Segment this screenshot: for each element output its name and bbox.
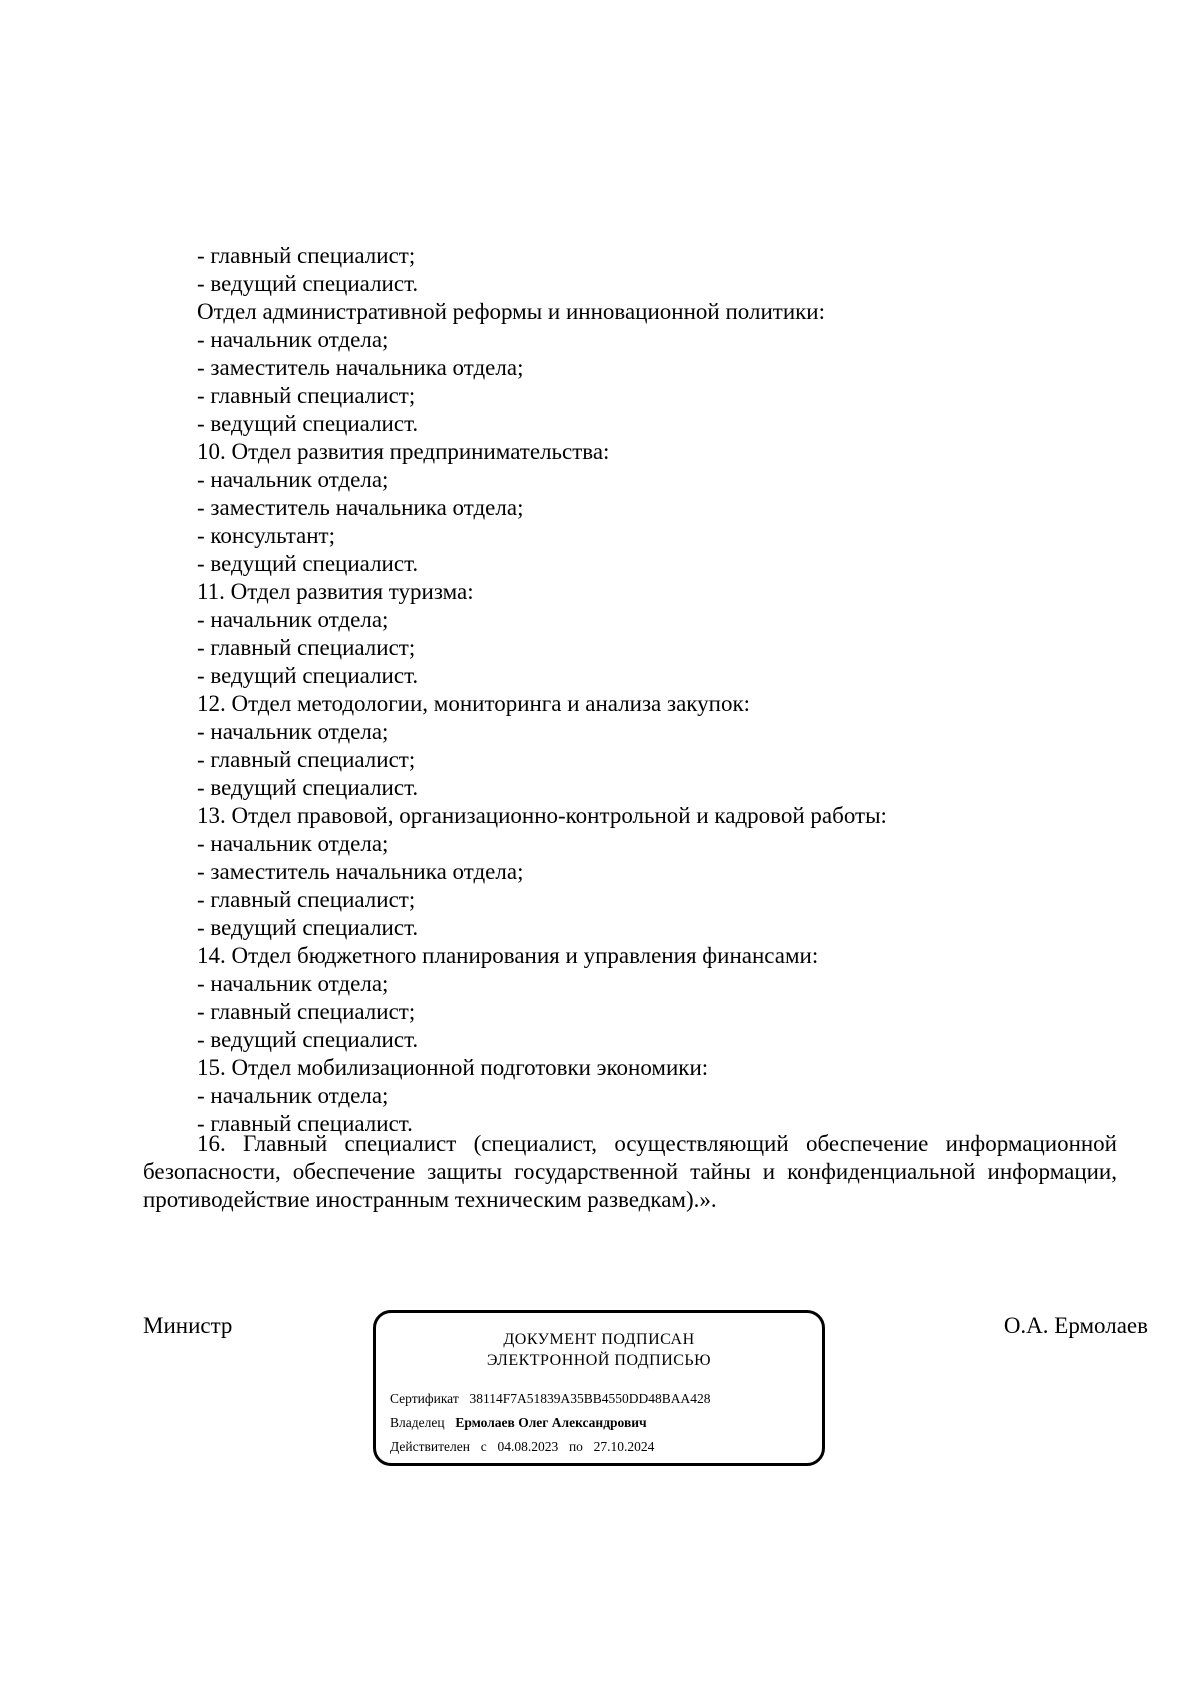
section-heading: 13. Отдел правовой, организационно-контрольной и кадровой работы: bbox=[197, 803, 887, 828]
section-heading: Отдел административной реформы и инновационной политики: bbox=[197, 299, 825, 324]
valid-to-date: 27.10.2024 bbox=[593, 1439, 655, 1454]
section-heading: 10. Отдел развития предпринимательства: bbox=[197, 439, 610, 464]
valid-from-label: с bbox=[480, 1439, 487, 1454]
stamp-title-line: ЭЛЕКТРОННОЙ ПОДПИСЬЮ bbox=[486, 1352, 712, 1369]
owner-label: Владелец bbox=[390, 1415, 445, 1430]
list-line: - начальник отдела; bbox=[197, 831, 389, 856]
electronic-signature-stamp bbox=[373, 1310, 825, 1466]
stamp-title-line: ДОКУМЕНТ ПОДПИСАН bbox=[503, 1331, 695, 1348]
section-heading: 14. Отдел бюджетного планирования и управления финансами: bbox=[197, 943, 819, 968]
certificate-label: Сертификат bbox=[390, 1391, 459, 1406]
signatory-name: О.А. Ермолаев bbox=[1003, 1313, 1148, 1338]
certificate-value: 38114F7A51839A35BB4550DD48BAA428 bbox=[469, 1391, 711, 1406]
list-line: - ведущий специалист. bbox=[197, 775, 419, 800]
section-heading: 12. Отдел методологии, мониторинга и анализа закупок: bbox=[197, 691, 751, 716]
list-line: - начальник отдела; bbox=[197, 467, 389, 492]
list-line: - заместитель начальника отдела; bbox=[197, 859, 524, 884]
list-line: - начальник отдела; bbox=[197, 607, 389, 632]
list-line: - главный специалист; bbox=[197, 635, 416, 660]
list-line: - главный специалист. bbox=[197, 1111, 413, 1136]
list-line: - главный специалист; bbox=[197, 243, 416, 268]
list-line: - главный специалист; bbox=[197, 383, 416, 408]
valid-from-date: 04.08.2023 bbox=[497, 1439, 559, 1454]
stamp-owner-row bbox=[390, 1411, 808, 1435]
list-line: - ведущий специалист. bbox=[197, 551, 419, 576]
list-line: - ведущий специалист. bbox=[197, 411, 419, 436]
owner-value: Ермолаев Олег Александрович bbox=[455, 1415, 647, 1430]
list-line: - главный специалист; bbox=[197, 747, 416, 772]
final-paragraph-text: 16. Главный специалист (специалист, осуществляющий обеспечение информационной безопасности, обеспечение защиты государственной тайны и конфиденциальной информации, противодействие иностранным техническим разведкам).». bbox=[143, 1131, 1117, 1212]
valid-label: Действителен bbox=[390, 1439, 470, 1454]
list-line: - начальник отдела; bbox=[197, 327, 389, 352]
list-line: - главный специалист; bbox=[197, 887, 416, 912]
list-line: - консультант; bbox=[197, 523, 335, 548]
list-line: - ведущий специалист. bbox=[197, 271, 419, 296]
section-heading: 15. Отдел мобилизационной подготовки экономики: bbox=[197, 1055, 709, 1080]
list-line: - начальник отдела; bbox=[197, 1083, 389, 1108]
valid-to-label: по bbox=[568, 1439, 583, 1454]
staff-list bbox=[197, 242, 1117, 1138]
list-line: - начальник отдела; bbox=[197, 971, 389, 996]
list-line: - ведущий специалист. bbox=[197, 915, 419, 940]
list-line: - заместитель начальника отдела; bbox=[197, 495, 524, 520]
list-line: - начальник отдела; bbox=[197, 719, 389, 744]
final-paragraph bbox=[143, 1130, 1117, 1214]
stamp-certificate-row bbox=[390, 1387, 808, 1411]
list-line: - ведущий специалист. bbox=[197, 1027, 419, 1052]
section-heading: 11. Отдел развития туризма: bbox=[197, 579, 474, 604]
list-line: - заместитель начальника отдела; bbox=[197, 355, 524, 380]
list-line: - ведущий специалист. bbox=[197, 663, 419, 688]
stamp-validity-row bbox=[390, 1435, 808, 1459]
list-line: - главный специалист; bbox=[197, 999, 416, 1024]
stamp-details bbox=[390, 1387, 808, 1459]
signatory-position: Министр bbox=[143, 1313, 233, 1338]
